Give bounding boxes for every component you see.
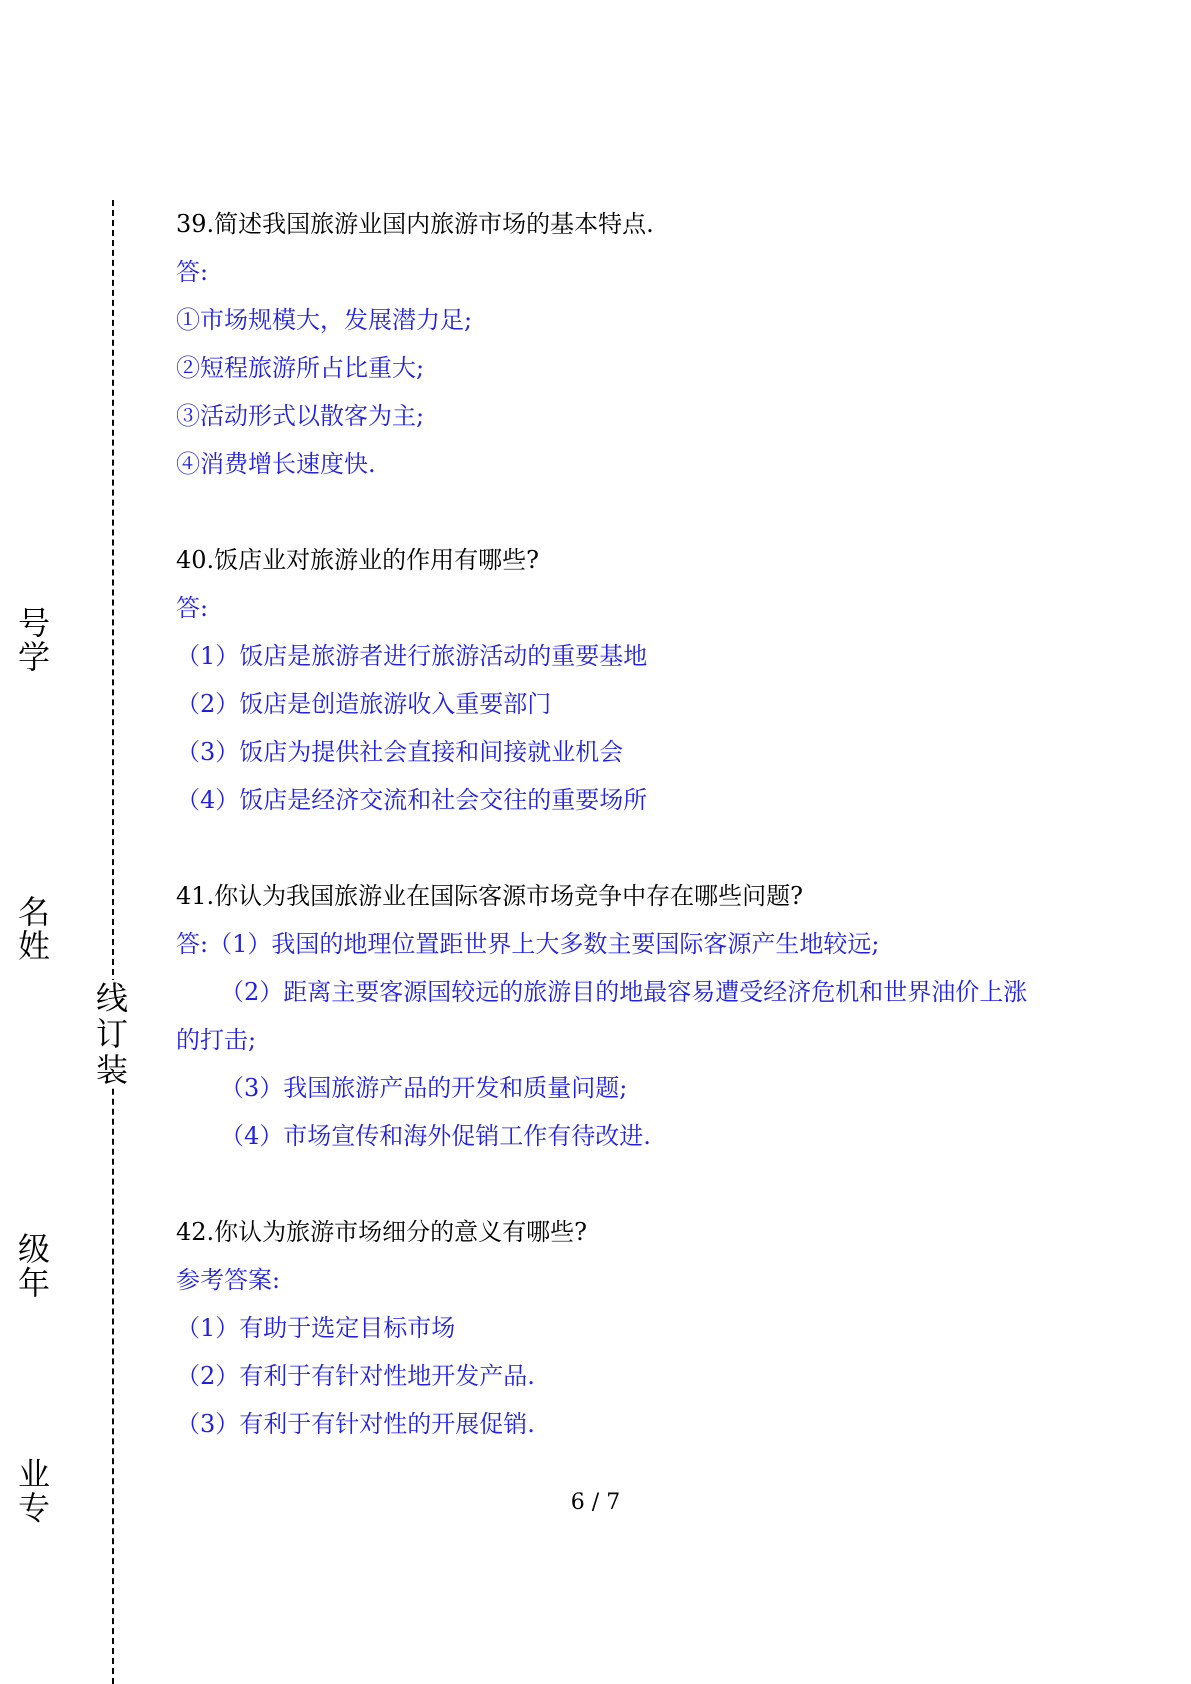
answer-item: （3）有利于有针对性的开展促销. <box>176 1410 535 1438</box>
question-42: 42.你认为旅游市场细分的意义有哪些? <box>176 1218 588 1246</box>
answer-item-continuation: 的打击; <box>176 1026 257 1054</box>
question-39: 39.简述我国旅游业国内旅游市场的基本特点. <box>176 210 654 238</box>
answer-item: （1）饭店是旅游者进行旅游活动的重要基地 <box>176 642 648 670</box>
side-label-major: 业 专 <box>17 1455 50 1527</box>
question-41: 41.你认为我国旅游业在国际客源市场竞争中存在哪些问题? <box>176 882 804 910</box>
side-label-student-id: 号 学 <box>17 604 50 676</box>
binding-dashed-line <box>112 200 114 1684</box>
answer-item: （4）市场宣传和海外促销工作有待改进. <box>220 1122 651 1150</box>
question-40: 40.饭店业对旅游业的作用有哪些? <box>176 546 540 574</box>
answer-item: （2）有利于有针对性地开发产品. <box>176 1362 535 1390</box>
answer-item: ③活动形式以散客为主; <box>176 402 425 430</box>
binding-char: 装 <box>95 1051 128 1089</box>
answer-item: （3）我国旅游产品的开发和质量问题; <box>220 1074 628 1102</box>
answer-label: 参考答案: <box>176 1266 281 1294</box>
side-label-name: 名 姓 <box>17 893 50 965</box>
answer-item: ①市场规模大，发展潜力足; <box>176 306 473 334</box>
answer-item: （4）饭店是经济交流和社会交往的重要场所 <box>176 786 648 814</box>
answer-item: （1）有助于选定目标市场 <box>176 1314 456 1342</box>
spacer <box>176 1160 1076 1208</box>
answer-label: 答: <box>176 594 209 622</box>
answer-item: （2）饭店是创造旅游收入重要部门 <box>176 690 552 718</box>
page-number: 6 / 7 <box>570 1490 621 1515</box>
spacer <box>176 824 1076 872</box>
binding-char: 线 <box>95 979 128 1017</box>
side-label-grade: 级 年 <box>17 1230 50 1302</box>
binding-char: 订 <box>95 1015 128 1053</box>
answer-item: ②短程旅游所占比重大; <box>176 354 425 382</box>
spacer <box>176 488 1076 536</box>
answer-item: 答:（1）我国的地理位置距世界上大多数主要国际客源产生地较远; <box>176 930 880 958</box>
binding-label <box>92 980 132 1088</box>
answer-item: （3）饭店为提供社会直接和间接就业机会 <box>176 738 624 766</box>
exam-content <box>176 200 1076 1448</box>
answer-label: 答: <box>176 258 209 286</box>
answer-item: ④消费增长速度快. <box>176 450 376 478</box>
answer-item: （2）距离主要客源国较远的旅游目的地最容易遭受经济危机和世界油价上涨 <box>220 978 1028 1006</box>
